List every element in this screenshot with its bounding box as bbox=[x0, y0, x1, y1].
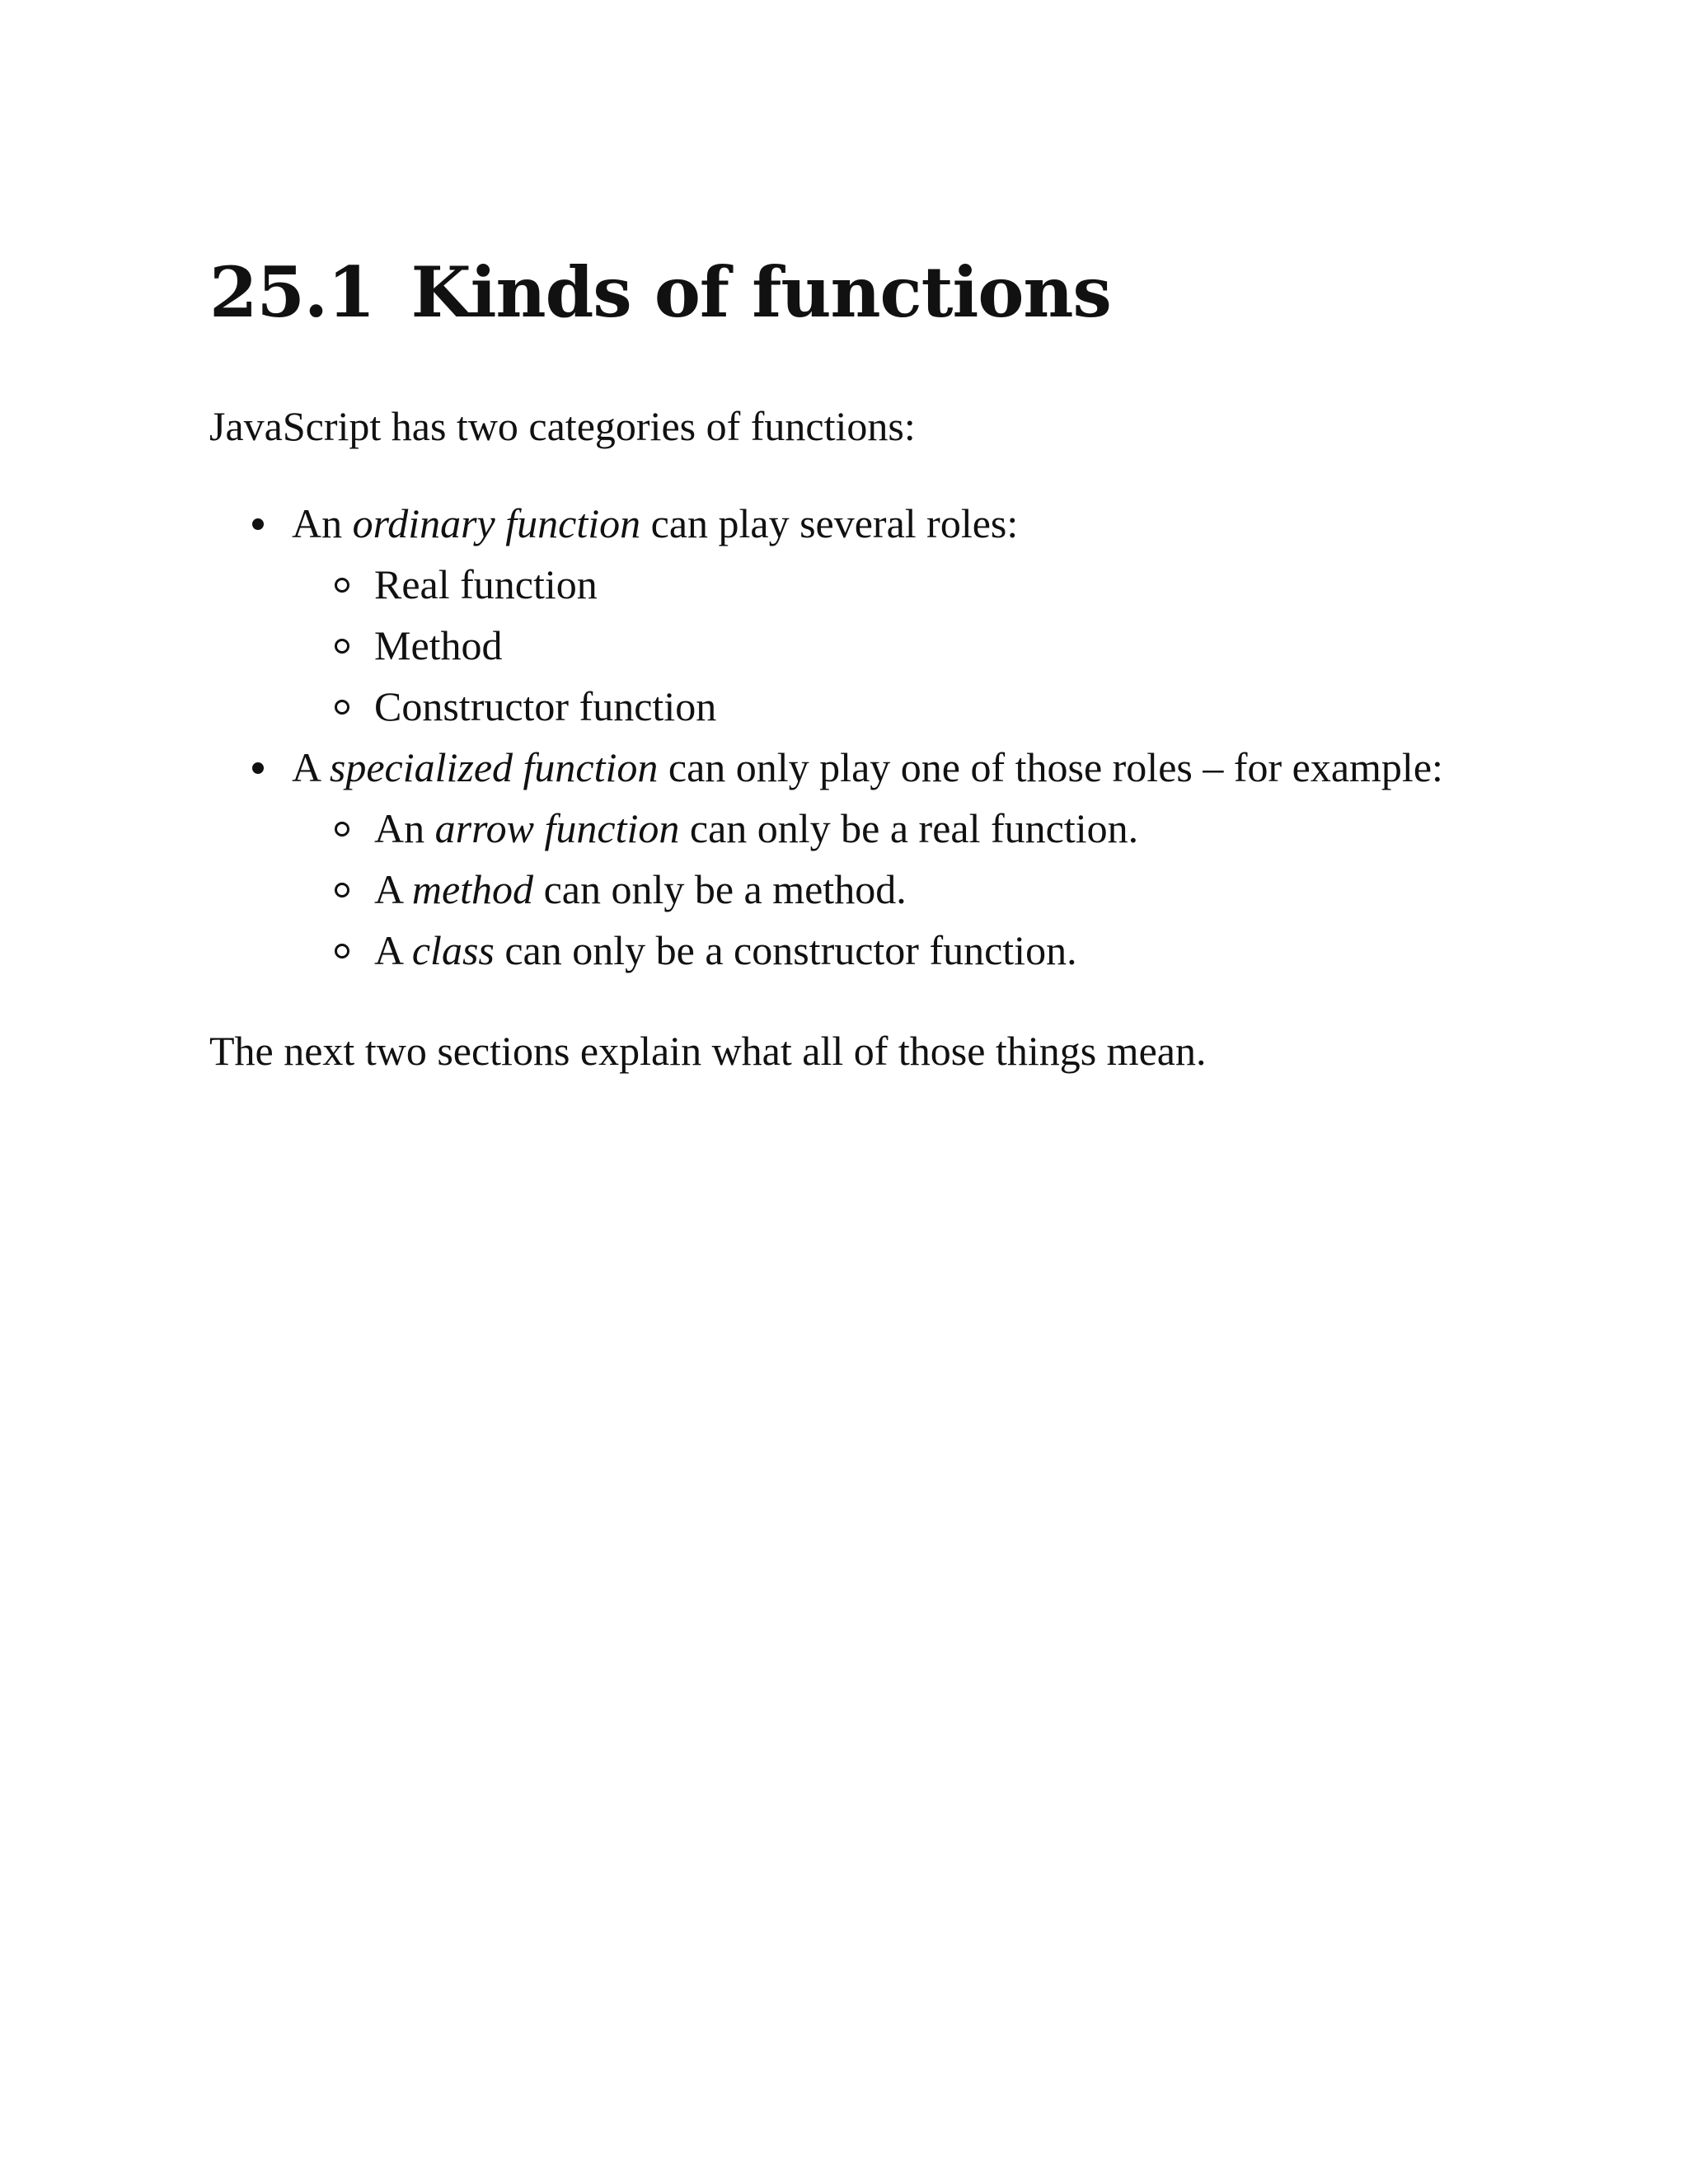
role-text: Constructor function bbox=[374, 683, 717, 729]
text-span: A bbox=[374, 927, 412, 973]
bullet-icon bbox=[252, 762, 264, 774]
term-specialized-function: specialized function bbox=[329, 744, 659, 790]
hollow-bullet-icon bbox=[335, 944, 349, 958]
function-categories-list bbox=[209, 493, 1479, 981]
term-class: class bbox=[411, 927, 495, 973]
hollow-bullet-icon bbox=[335, 578, 349, 593]
list-item-ordinary-function bbox=[292, 493, 1479, 737]
outro-paragraph: The next two sections explain what all of those things mean. bbox=[209, 1028, 1207, 1074]
bullet-icon bbox=[252, 518, 264, 530]
text-span: can only be a method. bbox=[533, 866, 907, 912]
text-span: A bbox=[374, 866, 412, 912]
intro-paragraph: JavaScript has two categories of functions: bbox=[209, 403, 916, 449]
list-item-role bbox=[374, 676, 1479, 737]
text-span: A bbox=[292, 744, 330, 790]
role-text: Method bbox=[374, 622, 503, 668]
document-page bbox=[209, 247, 1479, 1081]
section-number: 25.1 bbox=[209, 251, 375, 333]
term-arrow-function: arrow function bbox=[434, 805, 680, 851]
text-span: can play several roles: bbox=[640, 500, 1019, 546]
hollow-bullet-icon bbox=[335, 700, 349, 715]
text-span: can only play one of those roles – for example: bbox=[658, 744, 1443, 790]
roles-list bbox=[292, 554, 1479, 737]
text-span: An bbox=[292, 500, 353, 546]
text-span: can only be a real function. bbox=[679, 805, 1139, 851]
list-item-role bbox=[374, 554, 1479, 615]
role-text: Real function bbox=[374, 561, 598, 607]
list-item-specialized-function bbox=[292, 737, 1479, 981]
text-span: An bbox=[374, 805, 435, 851]
list-item-role bbox=[374, 615, 1479, 676]
hollow-bullet-icon bbox=[335, 822, 349, 837]
hollow-bullet-icon bbox=[335, 883, 349, 898]
text-span: can only be a constructor function. bbox=[494, 927, 1077, 973]
section-heading bbox=[209, 247, 1479, 338]
list-item-example bbox=[374, 798, 1479, 859]
term-method: method bbox=[411, 866, 534, 912]
section-title: Kinds of functions bbox=[410, 251, 1111, 333]
hollow-bullet-icon bbox=[335, 639, 349, 654]
examples-list bbox=[292, 798, 1479, 981]
list-item-example bbox=[374, 859, 1479, 920]
list-item-example bbox=[374, 920, 1479, 981]
term-ordinary-function: ordinary function bbox=[352, 500, 641, 546]
